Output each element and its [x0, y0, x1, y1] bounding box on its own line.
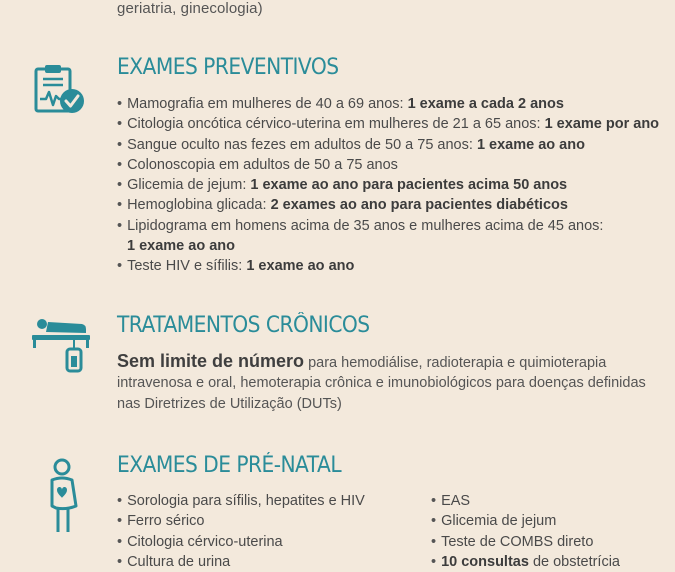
prenatal-list-col2: [431, 491, 620, 572]
pregnant-woman-icon: [44, 458, 80, 541]
list-item: • Ferro sérico: [117, 511, 365, 531]
highlight-text: 1 exame por ano: [544, 116, 660, 133]
list-item: [117, 236, 659, 256]
highlight-text: 1 exame a cada 2 anos: [407, 96, 564, 112]
highlight-text: 10 consultas: [441, 553, 529, 570]
list-item: • Colonoscopia em adultos de 50 a 75 anos: [117, 155, 659, 175]
list-item: • Hemoglobina glicada: 2 exames ao ano para pacientes diabéticos: [117, 195, 659, 215]
list-item: • Sorologia para sífilis, hepatites e HIV: [117, 491, 365, 511]
list-item: • Citologia oncótica cérvico-uterina em mulheres de 21 a 65 anos: 1 exame por ano: [117, 114, 659, 134]
list-item: • Glicemia de jejum: [431, 511, 620, 531]
list-item: • Sangue oculto nas fezes em adultos de 50 a 75 anos: 1 exame ao ano: [117, 135, 659, 155]
section-title: EXAMES DE PRÉ-NATAL: [117, 453, 342, 478]
list-item: • Mamografia em mulheres de 40 a 69 anos: 1 exame a cada 2 anos: [117, 94, 659, 114]
list-item: • Lipidograma em homens acima de 35 anos e mulheres acima de 45 anos:: [117, 216, 659, 236]
preventive-exams-list: [117, 94, 659, 277]
list-item: • Cultura de urina: [117, 552, 365, 572]
highlight-text: 2 exames ao ano para pacientes diabéticos: [270, 197, 568, 214]
highlight-text: 1 exame ao ano para pacientes acima 50 anos: [250, 177, 568, 194]
clipboard-check-icon: [33, 63, 87, 122]
list-item: • Glicemia de jejum: 1 exame ao ano para pacientes acima 50 anos: [117, 175, 659, 195]
highlight-text: 1 exame ao ano: [127, 238, 235, 255]
highlight-text: 1 exame ao ano: [246, 258, 355, 275]
body-text: para hemodiálise, radioterapia e quimioterapia intravenosa e oral, hemoterapia crônica e imunobiológicos para doenças definidas nas Diretrizes de Utilização (DUTs): [117, 355, 646, 412]
list-item: • 10 consultas de obstetrícia: [431, 552, 620, 572]
continuation-text: geriatria, ginecologia): [117, 0, 263, 17]
prenatal-list-col1: [117, 491, 365, 572]
chronic-treatments-text: [117, 351, 657, 414]
list-item: • Teste HIV e sífilis: 1 exame ao ano: [117, 256, 659, 276]
list-item: • Citologia cérvico-uterina: [117, 532, 365, 552]
list-item: • Teste de COMBS direto: [431, 532, 620, 552]
list-item: • EAS: [431, 491, 620, 511]
section-title: TRATAMENTOS CRÔNICOS: [117, 313, 370, 338]
patient-bed-iv-icon: [30, 318, 92, 383]
lead-text: Sem limite de número: [117, 351, 305, 371]
section-title: EXAMES PREVENTIVOS: [117, 55, 339, 80]
highlight-text: 1 exame ao ano: [476, 136, 585, 153]
